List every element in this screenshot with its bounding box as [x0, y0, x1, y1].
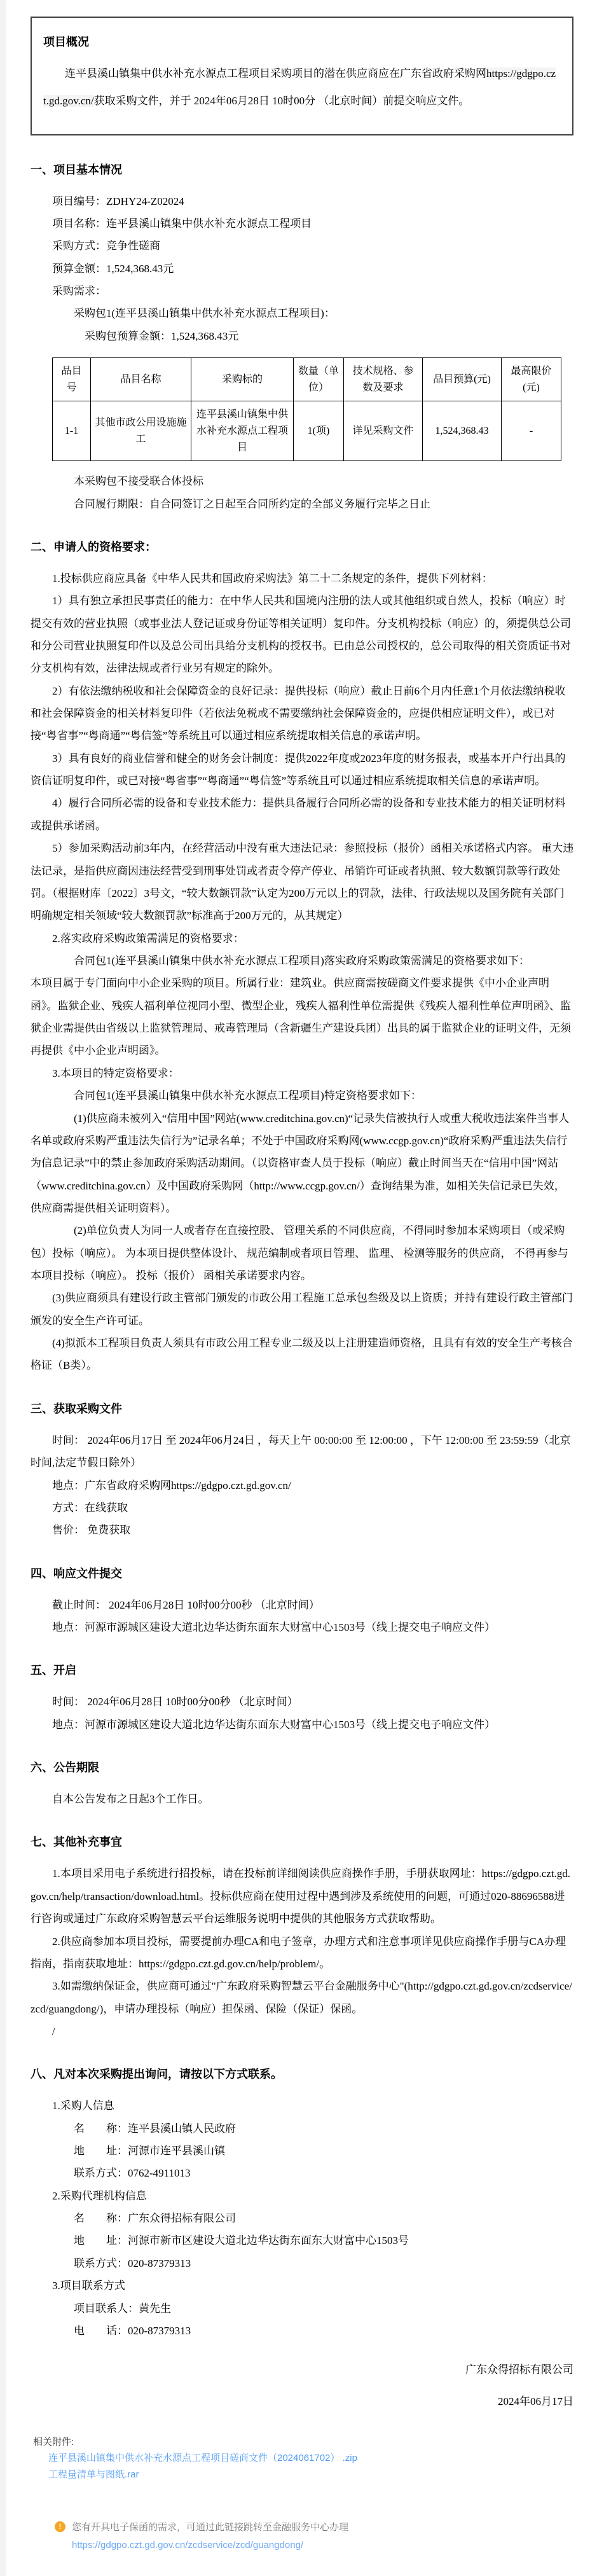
qual-para-3-1: 合同包1(连平县溪山镇集中供水补充水源点工程项目)特定资格要求如下： [74, 1090, 422, 1102]
qual-para-3-3: (2)单位负责人为同一人或者存在直接控股、 管理关系的不同供应商，不得同时参加本采购项目（或采购包）投标（响应）。 为本项目提供整体设计、 规范编制或者项目管理、 监理、 检测等服务的供应商， 不得再参与本项目投标（响应）。 投标（报价） 函相关承诺要求内容。 [31, 1224, 568, 1282]
obtain-price: 售价： 免费获取 [52, 1524, 131, 1537]
notice-text: 您有开具电子保函的需求，可通过此链接跳转至金融服务中心办理 [72, 2522, 349, 2533]
other-para-4: / [52, 2025, 55, 2037]
attachment-link-boq-drawings[interactable]: 工程量清单与图纸.rar [48, 2469, 139, 2480]
section-title-response-submission: 四、响应文件提交 [31, 1567, 122, 1580]
qual-para-1-5: 5）参加采购活动前3年内，在经营活动中没有重大违法记录：参照投标（报价）函相关承诺格式内容。 重大违法记录，是指供应商因违法经营受到刑事处罚或者责令停产停业、吊销许可证或者执照、较大数额罚款等行政处罚。（根据财库〔2022〕3号文，“较大数额罚款”认定为200万元以上的罚款，法律、行政法规以及国务院有关部门明确规定相关领域“较大数额罚款”标准高于200万元的，从其规定） [31, 842, 574, 922]
cell-item-budget: 1,524,368.43 [423, 401, 502, 461]
project-contact-phone: 电 话：020-87379313 [74, 2324, 191, 2337]
col-header-item-no: 品目号 [53, 358, 91, 401]
qual-para-2: 2.落实政府采购政策需满足的资格要求： [52, 932, 244, 945]
project-name: 项目名称：连平县溪山镇集中供水补充水源点工程项目 [52, 218, 312, 230]
package-line: 采购包1(连平县溪山镇集中供水补充水源点工程项目)： [74, 307, 335, 320]
attachment-link-consultation-file[interactable]: 连平县溪山镇集中供水补充水源点工程项目磋商文件（2024061702） .zip [48, 2452, 357, 2463]
submit-place: 地点：河源市源城区建设大道北边华达街东面东大财富中心1503号（线上提交电子响应文件） [52, 1621, 495, 1633]
no-consortium-note: 本采购包不接受联合体投标 [74, 475, 203, 488]
items-table-header-row [53, 358, 561, 401]
qual-para-1-4: 4）履行合同所必需的设备和专业技术能力：提供具备履行合同所必需的设备和专业技术能力的相关证明材料或提供承诺函。 [31, 797, 566, 832]
overview-title: 项目概况 [43, 36, 89, 48]
col-header-item-name: 品目名称 [91, 358, 191, 401]
qual-para-1-3: 3）具有良好的商业信誉和健全的财务会计制度：提供2022年度或2023年度的财务报表，或基本开户行出具的资信证明复印件，或已对接“粤省事”“粤商通”“粤信签”等系统且可以通过相应系统提取相关信息的承诺声明。 [31, 752, 566, 787]
col-header-quantity: 数量（单位） [294, 358, 344, 401]
open-place: 地点：河源市源城区建设大道北边华达街东面东大财富中心1503号（线上提交电子响应文件） [52, 1718, 495, 1731]
attachments-block [33, 2435, 575, 2484]
obtain-method: 方式：在线获取 [52, 1501, 128, 1514]
agency-address: 地 址：河源市新市区建设大道北边华达街东面东大财富中心1503号 [74, 2234, 409, 2247]
budget-amount: 预算金额：1,524,368.43元 [52, 262, 174, 275]
overview-text-before: 连平县溪山镇集中供水补充水源点工程项目采购项目的潜在供应商应在广东省政府采购网 [65, 67, 486, 80]
section-title-obtain-documents: 三、获取采购文件 [31, 1402, 122, 1415]
signature-company: 广东众得招标有限公司 [465, 2364, 573, 2376]
buyer-name: 名 称：连平县溪山镇人民政府 [74, 2122, 236, 2135]
signature-date: 2024年06月17日 [498, 2395, 573, 2407]
submit-deadline: 截止时间： 2024年06月28日 10时00分00秒 （北京时间） [52, 1598, 320, 1611]
items-table-row [53, 401, 561, 461]
procurement-site-url-text: https://gdgpo.czt.gd.gov.cn/ [43, 67, 556, 107]
signature-block [31, 2358, 573, 2413]
procurement-method: 采购方式：竞争性磋商 [52, 240, 160, 253]
other-para-2: 2.供应商参加本项目投标，需要提前办理CA和电子签章，办理方式和注意事项详见供应商操作手册与CA办理指南，指南获取地址：https://gdgpo.czt.gd.gov.cn/help/problem/。 [31, 1935, 566, 1970]
col-header-item-budget: 品目预算(元) [423, 358, 502, 401]
cell-specs: 详见采购文件 [344, 401, 423, 461]
contract-period-note: 合同履行期限：自合同签订之日起至合同所约定的全部义务履行完毕之日止 [74, 497, 430, 510]
section-title-basic-info: 一、项目基本情况 [31, 163, 122, 176]
col-header-price-cap: 最高限价(元) [502, 358, 561, 401]
col-header-subject: 采购标的 [191, 358, 294, 401]
exclamation-circle-icon: ! [55, 2521, 65, 2532]
qual-para-3-2: (1)供应商未被列入“信用中国”网站(www.creditchina.gov.cn)“记录失信被执行人或重大税收违法案件当事人名单或政府采购严重违法失信行为”记录名单；不处于中国政府采购网(www.ccgp.gov.cn)“政府采购严重违法失信行为信息记录”中的禁止参加政府采购活动期间。（以资格审查人员于投标（响应）截止时间当天在“信用中国”网站（www.creditchina.gov.cn）及中国政府采购网（http://www.ccgp.gov.cn/）查询结果为准，如相关失信记录已失效，供应商需提供相关证明资料）。 [31, 1112, 570, 1214]
qual-para-3-5: (4)拟派本工程项目负责人须具有市政公用工程专业二级及以上注册建造师资格，且具有有效的安全生产考核合格证（B类）。 [31, 1337, 573, 1372]
overview-paragraph [43, 60, 561, 115]
section-title-qualification: 二、申请人的资格要求： [31, 540, 156, 553]
cell-price-cap: - [502, 401, 561, 461]
cell-item-no: 1-1 [53, 401, 91, 461]
agency-info-heading: 2.采购代理机构信息 [52, 2189, 147, 2202]
qual-para-2-1: 合同包1(连平县溪山镇集中供水补充水源点工程项目)落实政府采购政策需满足的资格要求如下： [74, 955, 530, 967]
section-title-opening: 五、开启 [31, 1664, 76, 1677]
buyer-phone: 联系方式：0762-4911013 [74, 2167, 191, 2180]
attachments-label: 相关附件: [33, 2436, 74, 2448]
e-guarantee-notice [55, 2520, 575, 2576]
qual-para-3-4: (3)供应商须具有建设行政主管部门颁发的市政公用工程施工总承包叁级及以上资质；并持有建设行政主管部门颁发的安全生产许可证。 [31, 1292, 573, 1327]
section-title-contact: 八、凡对本次采购提出询问，请按以下方式联系。 [31, 2068, 282, 2081]
announcement-period-text: 自本公告发布之日起3个工作日。 [52, 1793, 209, 1806]
section-title-announcement-period: 六、公告期限 [31, 1761, 99, 1775]
items-table [52, 357, 561, 461]
obtain-place: 地点：广东省政府采购网https://gdgpo.czt.gd.gov.cn/ [52, 1479, 291, 1492]
qual-para-1-1: 1）具有独立承担民事责任的能力：在中华人民共和国境内注册的法人或其他组织或自然人，投标（响应）时提交有效的营业执照（或事业法人登记证或身份证等相关证明）复印件。分支机构投标（响应）的，须提供总公司和分公司营业执照复印件以及总公司出具给分支机构的授权书。已由总公司授权的，总公司取得的相关资质证书对分支机构有效，法律法规或者行业另有规定的除外。 [31, 595, 571, 675]
obtain-time: 时间： 2024年06月17日 至 2024年06月24日 ，每天上午 00:00:00 至 12:00:00 ，下午 12:00:00 至 23:59:59（北京时间,法定节假日除外） [31, 1434, 571, 1469]
qual-para-1: 1.投标供应商应具备《中华人民共和国政府采购法》第二十二条规定的条件，提供下列材料： [52, 572, 493, 585]
project-number: 项目编号：ZDHY24-Z02024 [52, 195, 184, 207]
col-header-specs: 技术规格、参数及要求 [344, 358, 423, 401]
qual-para-1-2: 2）有依法缴纳税收和社会保障资金的良好记录：提供投标（响应）截止日前6个月内任意1个月依法缴纳税收和社会保障资金的相关材料复印件（若依法免税或不需要缴纳社会保障资金的，应提供相应证明文件），或已对接“粤省事”“粤商通”“粤信签”等系统且可以通过相应系统提取相关信息的承诺声明。 [31, 684, 566, 742]
other-para-1: 1.本项目采用电子系统进行招投标，请在投标前详细阅读供应商操作手册，手册获取网址：https://gdgpo.czt.gd.gov.cn/help/transaction/download.html。投标供应商在使用过程中遇到涉及系统使用的问题，可通过020-88696588进行咨询或通过广东政府采购智慧云平台运维服务说明中提供的其他服务方式获取帮助。 [31, 1867, 571, 1925]
project-contact-heading: 3.项目联系方式 [52, 2280, 125, 2292]
section-title-other-matters: 七、其他补充事宜 [31, 1836, 122, 1849]
project-overview-box [31, 17, 573, 135]
qual-para-2-2: 本项目属于专门面向中小企业采购的项目。所属行业：建筑业。供应商需按磋商文件要求提供《中小企业声明函》。监狱企业、残疾人福利单位视同小型、微型企业，残疾人福利性单位需提供《残疾人福利性单位声明函》、监狱企业需提供由省级以上监狱管理局、戒毒管理局（含新疆生产建设兵团）出具的属于监狱企业的证明文件，无须再提供《中小企业声明函》。 [31, 977, 571, 1057]
other-para-3: 3.如需缴纳保证金，供应商可通过"广东政府采购智慧云平台金融服务中心"(http://gdgpo.czt.gd.gov.cn/zcdservice/zcd/guangdong/)，申请办理投标（响应）担保函、保险（保证）保函。 [31, 1980, 572, 2015]
qual-para-3: 3.本项目的特定资格要求： [52, 1067, 179, 1079]
agency-name: 名 称：广东众得招标有限公司 [74, 2212, 236, 2225]
package-budget-line: 采购包预算金额：1,524,368.43元 [85, 329, 239, 342]
cell-quantity: 1(项) [294, 401, 344, 461]
financial-service-center-link[interactable]: https://gdgpo.czt.gd.gov.cn/zcdservice/zcd/guangdong/ [72, 2540, 304, 2551]
cell-item-name: 其他市政公用设施施工 [91, 401, 191, 461]
project-contact-person: 项目联系人：黄先生 [74, 2302, 171, 2315]
buyer-address: 地 址：河源市连平县溪山镇 [74, 2145, 225, 2157]
agency-phone: 联系方式：020-87379313 [74, 2257, 191, 2269]
overview-text-after: 获取采购文件，并于 2024年06月28日 10时00分 （北京时间）前提交响应文件。 [93, 95, 470, 107]
procurement-demand-label: 采购需求： [52, 285, 106, 298]
page-left-gutter [0, 0, 6, 2576]
buyer-info-heading: 1.采购人信息 [52, 2100, 114, 2112]
cell-subject: 连平县溪山镇集中供水补充水源点工程项目 [191, 401, 294, 461]
open-time: 时间： 2024年06月28日 10时00分00秒 （北京时间） [52, 1696, 298, 1708]
